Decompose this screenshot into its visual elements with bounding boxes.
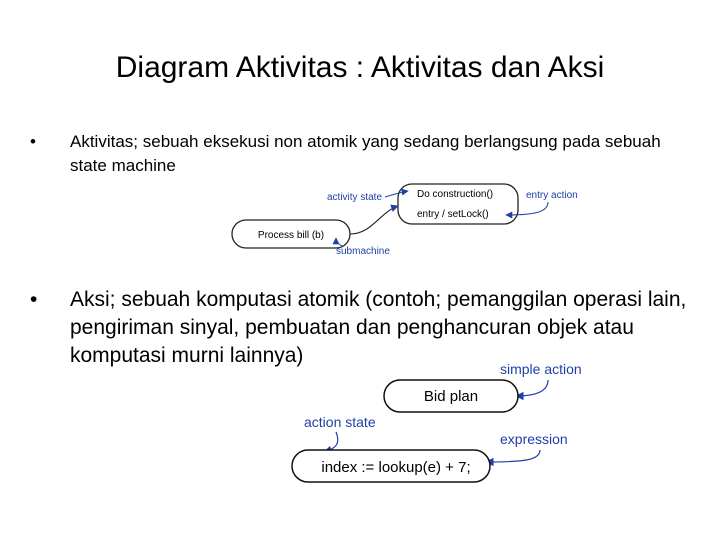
bullet-action-text: Aksi; sebuah komputasi atomik (contoh; pemanggilan operasi lain, pengiriman sinyal, pembuatan dan penghancuran objek atau komputasi murni lainnya) — [70, 288, 687, 367]
entry-setlock-label: entry / setLock() — [417, 209, 489, 220]
bullet-marker: • — [30, 132, 36, 151]
index-label: index := lookup(e) + 7; — [321, 459, 471, 476]
bullet-activity-text: Aktivitas; sebuah eksekusi non atomik yang sedang berlangsung pada sebuah state machine — [70, 132, 661, 175]
submachine-label: submachine — [336, 246, 390, 257]
action-state-pointer — [324, 432, 338, 452]
simple-action-pointer — [516, 380, 548, 396]
bid-plan-label: Bid plan — [423, 388, 479, 405]
expression-pointer — [486, 450, 540, 462]
activity-state-label: activity state — [327, 192, 383, 203]
simple-action-label: simple action — [500, 361, 582, 377]
slide-title: Diagram Aktivitas : Aktivitas dan Aksi — [115, 51, 605, 84]
action-state-label: action state — [304, 414, 376, 430]
do-construction-label: Do construction() — [417, 189, 494, 200]
process-bill-label: Process bill (b) — [257, 230, 325, 241]
transition-arrow — [350, 206, 398, 234]
bullet-marker: • — [30, 288, 38, 311]
expression-label: expression — [500, 431, 568, 447]
entry-action-label: entry action — [526, 190, 578, 201]
